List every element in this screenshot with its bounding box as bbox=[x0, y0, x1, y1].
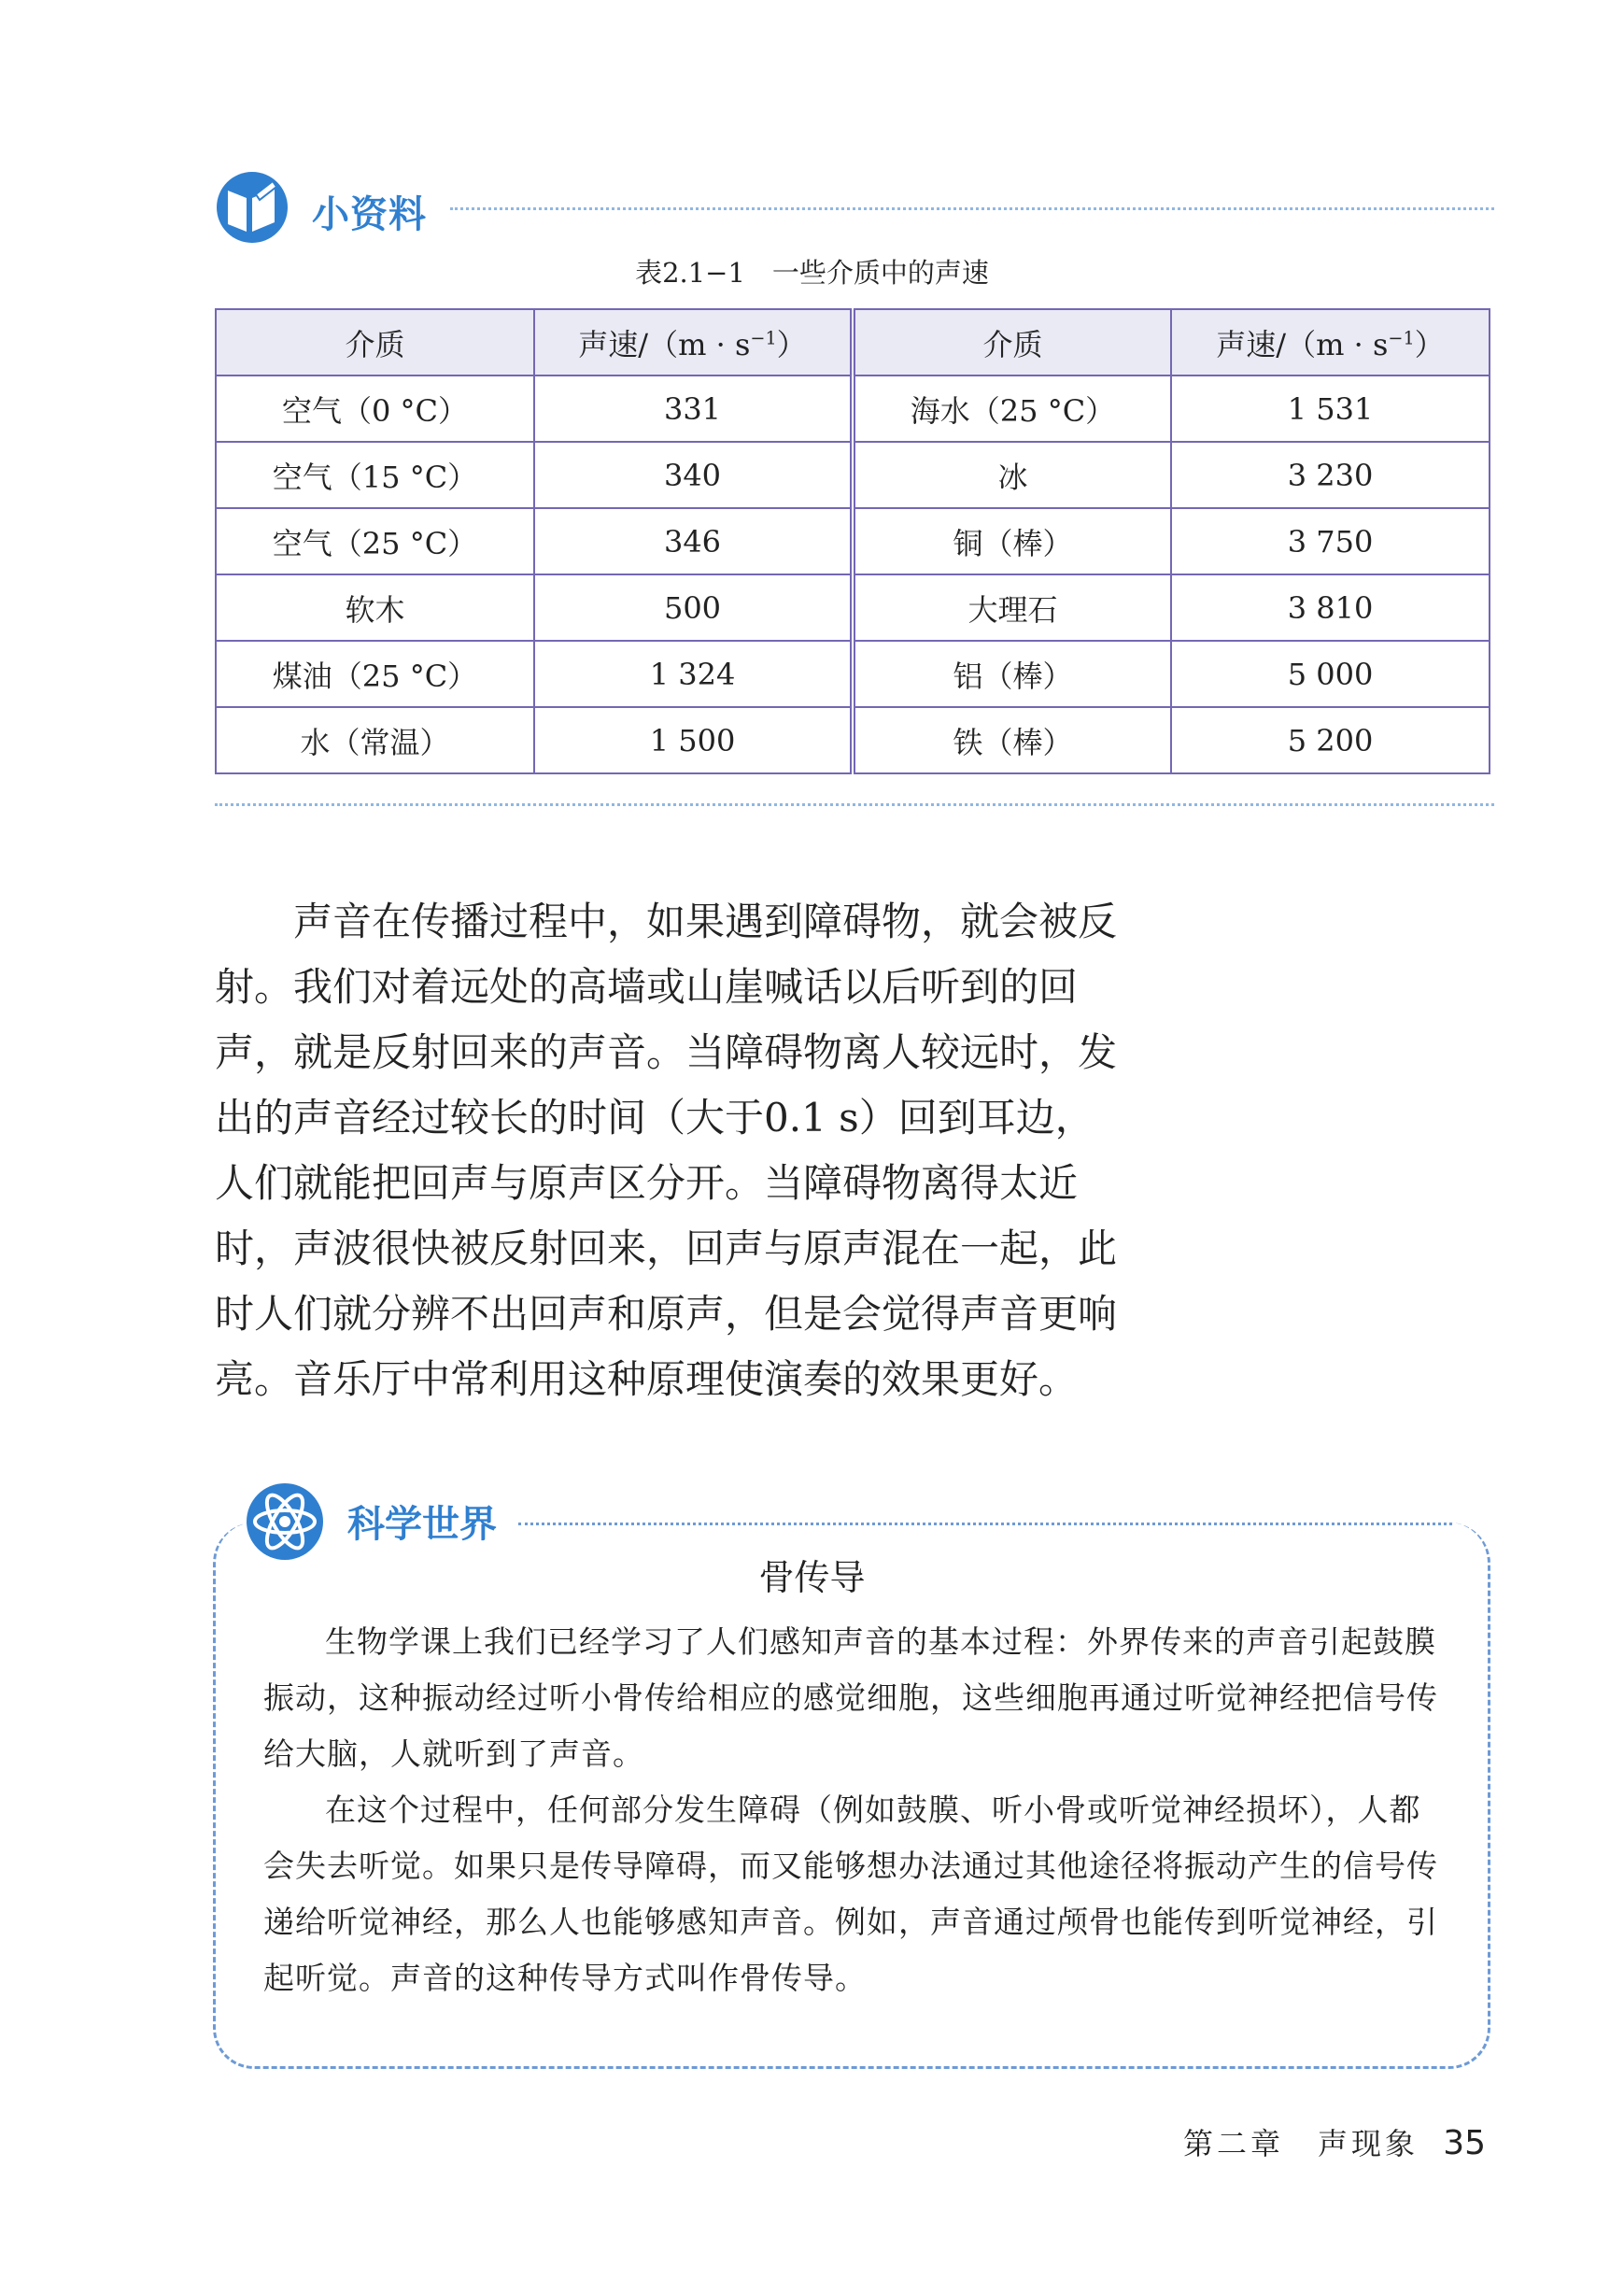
info-section-title: 小资料 bbox=[312, 193, 427, 236]
speed-cell: 346 bbox=[534, 508, 853, 574]
sound-speed-table bbox=[215, 308, 1490, 774]
medium-cell: 铜（棒） bbox=[853, 508, 1171, 574]
book-icon bbox=[215, 170, 289, 245]
page-footer bbox=[1183, 2120, 1486, 2163]
science-paragraph: 在这个过程中，任何部分发生障碍（例如鼓膜、听小骨或听觉神经损坏），人都会失去听觉。如果只是传导障碍，而又能够想办法通过其他途径将振动产生的信号传递给听觉神经，那么人也能够感知声音。例如，声音通过颅骨也能传到听觉神经，引起听觉。声音的这种传导方式叫作骨传导。 bbox=[263, 1792, 1438, 1996]
page-number: 35 bbox=[1443, 2124, 1486, 2162]
header-speed-left bbox=[534, 309, 853, 375]
speed-cell: 3 750 bbox=[1171, 508, 1490, 574]
header-speed-suffix: ） bbox=[1414, 326, 1445, 362]
medium-cell: 空气（15 °C） bbox=[216, 442, 534, 508]
medium-cell: 煤油（25 °C） bbox=[216, 641, 534, 707]
header-speed-prefix: 声速/（m · s bbox=[578, 326, 751, 362]
speed-cell: 500 bbox=[534, 574, 853, 641]
speed-cell: 5 000 bbox=[1171, 641, 1490, 707]
chapter-label: 第二章 声现象 bbox=[1183, 2126, 1419, 2161]
divider bbox=[215, 803, 1494, 806]
medium-cell: 软木 bbox=[216, 574, 534, 641]
table-row bbox=[216, 641, 1490, 707]
header-speed-exponent: −1 bbox=[1388, 326, 1415, 348]
medium-cell: 大理石 bbox=[853, 574, 1171, 641]
header-medium-left: 介质 bbox=[216, 309, 534, 375]
science-section-title: 科学世界 bbox=[347, 1495, 506, 1548]
table-row bbox=[216, 508, 1490, 574]
science-paragraph: 生物学课上我们已经学习了人们感知声音的基本过程：外界传来的声音引起鼓膜振动，这种振动经过听小骨传给相应的感觉细胞，这些细胞再通过听觉神经把信号传给大脑，人就听到了声音。 bbox=[263, 1623, 1438, 1772]
medium-cell: 海水（25 °C） bbox=[853, 375, 1171, 442]
header-medium-right: 介质 bbox=[853, 309, 1171, 375]
medium-cell: 空气（25 °C） bbox=[216, 508, 534, 574]
medium-cell: 冰 bbox=[853, 442, 1171, 508]
divider bbox=[518, 1523, 1452, 1525]
speed-cell: 1 500 bbox=[534, 707, 853, 773]
body-paragraph: 声音在传播过程中，如果遇到障碍物，就会被反射。我们对着远处的高墙或山崖喊话以后听到的回声，就是反射回来的声音。当障碍物离人较远时，发出的声音经过较长的时间（大于0.1 s）回到耳边，人们就能把回声与原声区分开。当障碍物离得太近时，声波很快被反射回来，回声与原声混在一起，此时人们就分辨不出回声和原声，但是会觉得声音更响亮。音乐厅中常利用这种原理使演奏的效果更好。 bbox=[215, 899, 1118, 1402]
table-header-row bbox=[216, 309, 1490, 375]
header-speed-right bbox=[1171, 309, 1490, 375]
speed-cell: 1 324 bbox=[534, 641, 853, 707]
speed-cell: 340 bbox=[534, 442, 853, 508]
table-row bbox=[216, 707, 1490, 773]
speed-cell: 331 bbox=[534, 375, 853, 442]
speed-cell: 3 230 bbox=[1171, 442, 1490, 508]
medium-cell: 空气（0 °C） bbox=[216, 375, 534, 442]
header-speed-exponent: −1 bbox=[750, 326, 777, 348]
divider bbox=[450, 207, 1494, 210]
science-heading: 骨传导 bbox=[758, 1557, 866, 1598]
table-row bbox=[216, 574, 1490, 641]
header-speed-prefix: 声速/（m · s bbox=[1216, 326, 1389, 362]
table-row bbox=[216, 375, 1490, 442]
medium-cell: 水（常温） bbox=[216, 707, 534, 773]
speed-cell: 1 531 bbox=[1171, 375, 1490, 442]
table-row bbox=[216, 442, 1490, 508]
table-caption: 表2.1−1 一些介质中的声速 bbox=[635, 257, 989, 289]
speed-cell: 5 200 bbox=[1171, 707, 1490, 773]
medium-cell: 铝（棒） bbox=[853, 641, 1171, 707]
speed-cell: 3 810 bbox=[1171, 574, 1490, 641]
info-section-header bbox=[215, 170, 1494, 254]
medium-cell: 铁（棒） bbox=[853, 707, 1171, 773]
header-speed-suffix: ） bbox=[776, 326, 807, 362]
